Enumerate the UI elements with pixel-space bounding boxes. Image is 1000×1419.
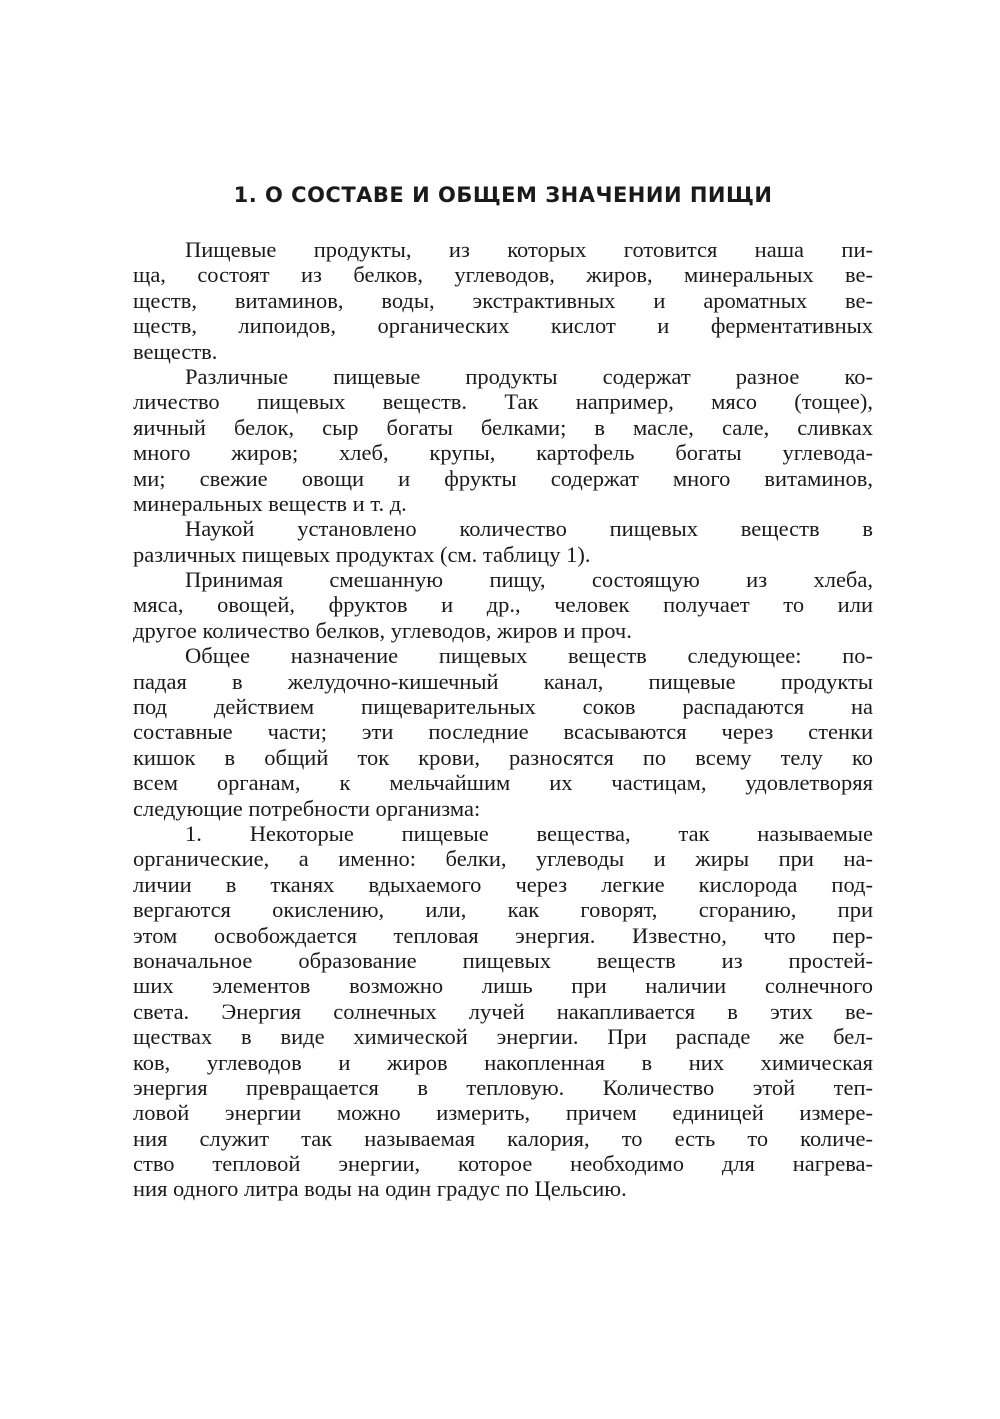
- text-line: ловой энергии можно измерить, причем единицей измере-: [133, 1100, 873, 1126]
- text-line: ших элементов возможно лишь при наличии солнечного: [133, 973, 873, 999]
- page-title: 1. О СОСТАВЕ И ОБЩЕМ ЗНАЧЕНИИ ПИЩИ: [233, 183, 773, 207]
- text-line: ществах в виде химической энергии. При распаде же бел-: [133, 1024, 873, 1050]
- text-line: ство тепловой энергии, которое необходимо для нагрева-: [133, 1151, 873, 1177]
- text-line: ществ, липоидов, органических кислот и ферментативных: [133, 313, 873, 339]
- text-line: органические, а именно: белки, углеводы и жиры при на-: [133, 846, 873, 872]
- text-line: Принимая смешанную пищу, состоящую из хлеба,: [185, 567, 873, 593]
- text-line: энергия превращается в тепловую. Количество этой теп-: [133, 1074, 873, 1100]
- text-line: под действием пищеварительных соков распадаются на: [133, 694, 873, 720]
- document-page: [133, 183, 873, 1202]
- text-line: минеральных веществ и т. д.: [133, 490, 407, 516]
- text-line: ществ, витаминов, воды, экстрактивных и ароматных ве-: [133, 287, 873, 313]
- text-line: ков, углеводов и жиров накопленная в них химическая: [133, 1049, 873, 1075]
- text-line: различных пищевых продуктах (см. таблицу 1).: [133, 541, 591, 567]
- text-line: Общее назначение пищевых веществ следующее: по-: [185, 643, 873, 669]
- text-line: мяса, овощей, фруктов и др., человек получает то или: [133, 592, 873, 618]
- text-line: Пищевые продукты, из которых готовится наша пи-: [185, 237, 873, 262]
- text-line: яичный белок, сыр богаты белками; в масле, сале, сливках: [133, 414, 873, 440]
- text-line: кишок в общий ток крови, разносятся по всему телу ко: [133, 744, 873, 770]
- text-line: падая в желудочно-кишечный канал, пищевые продукты: [133, 668, 873, 694]
- text-line: этом освобождается тепловая энергия. Известно, что пер-: [133, 922, 873, 948]
- text-line: ща, состоят из белков, углеводов, жиров, минеральных ве-: [133, 262, 873, 288]
- text-line: много жиров; хлеб, крупы, картофель богаты углевода-: [133, 440, 873, 466]
- text-line: Наукой установлено количество пищевых веществ в: [185, 516, 873, 542]
- text-line: Различные пищевые продукты содержат разное ко-: [185, 363, 873, 389]
- text-line: личество пищевых веществ. Так например, мясо (тощее),: [133, 389, 873, 415]
- text-line: ния одного литра воды на один градус по Цельсию.: [133, 1176, 627, 1202]
- paragraph: [133, 364, 873, 516]
- paragraph: [133, 516, 873, 567]
- text-line: веществ.: [133, 338, 218, 364]
- text-line: 1. Некоторые пищевые вещества, так называемые: [185, 820, 873, 846]
- text-line: света. Энергия солнечных лучей накапливается в этих ве-: [133, 998, 873, 1024]
- text-line: составные части; эти последние всасываются через стенки: [133, 719, 873, 745]
- text-line: ния служит так называемая калория, то есть то количе-: [133, 1125, 873, 1151]
- paragraph: [133, 237, 873, 364]
- paragraph: [133, 643, 873, 821]
- text-line: личии в тканях вдыхаемого через легкие кислорода под-: [133, 871, 873, 897]
- text-line: вергаются окислению, или, как говорят, сгоранию, при: [133, 897, 873, 923]
- text-line: воначальное образование пищевых веществ из простей-: [133, 947, 873, 973]
- body-text: [133, 237, 873, 1202]
- text-line: всем органам, к мельчайшим их частицам, удовлетворяя: [133, 770, 873, 796]
- text-line: другое количество белков, углеводов, жиров и проч.: [133, 617, 632, 643]
- text-line: следующие потребности организма:: [133, 795, 481, 821]
- paragraph: [133, 821, 873, 1202]
- paragraph: [133, 567, 873, 643]
- text-line: ми; свежие овощи и фрукты содержат много витаминов,: [133, 465, 873, 491]
